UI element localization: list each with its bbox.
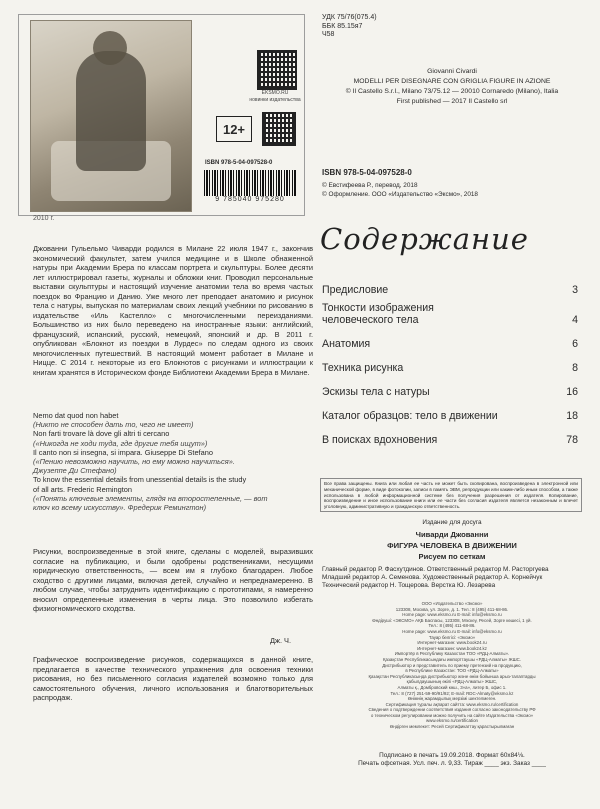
imprint-staff — [322, 566, 584, 591]
translation-copyright: © Евстифеева Р., перевод, 2018 — [322, 182, 418, 189]
publisher-line: Импортёр в Республику Казахстан ТОО «РДЦ-Алматы». — [394, 651, 510, 657]
publisher-line: Өнімнің жарамдылық мерзімі шектелмеген. — [407, 696, 497, 702]
toc-label: Предисловие — [322, 284, 389, 296]
site-sublabel: новинки издательства — [249, 97, 301, 103]
publisher-line: о техническом регулировании можно получить на сайте Издательства «Эксмо» — [370, 712, 534, 718]
toc-item[interactable] — [322, 266, 578, 296]
print-line: Печать офсетная. Усл. печ. л. 9,33. Тираж ____ экз. Заказ ____ — [358, 760, 546, 768]
author-photo — [30, 20, 192, 212]
quote-translation: Джузеппе Ди Стефано) — [33, 466, 117, 476]
quote-translation: («Понять ключевые элементы, глядя на второстепенные, — вот — [33, 493, 268, 503]
toc-page: 4 — [572, 314, 578, 326]
toc-label: В поисках вдохновения — [322, 434, 438, 446]
quote-line: Non farti trovare là dove gli altri ti cercano — [33, 429, 170, 439]
publisher-line: Тел.: 8 (495) 411-68-86. — [428, 623, 476, 629]
epigraphs — [33, 411, 313, 512]
publisher-line: Интернет-магазин: www.book24.ru — [417, 640, 487, 646]
publisher-line: Алматы қ., Домбровский көш., 3«а», литер Б, офис 1. — [397, 684, 507, 690]
quote-translation: («Никогда не ходи туда, где другие тебя ищут») — [33, 438, 208, 448]
barcode-isbn-label: ISBN 978-5-04-097528-0 — [205, 160, 273, 166]
toc-label: Анатомия — [322, 338, 371, 350]
rights-notice: Все права защищены. Книга или любая ее часть не может быть скопирована, воспроизведена в электронной или механической форме, в виде фотокопии, записи в память ЭВМ, репродукции или каким-либо иным способом, а также использована в любой информационной системе без получения разрешения от издателя. Копирование, воспроизведение и иное использование книги или ее части без согласия издателя является незаконным и влечет уголовную, административную и гражданскую ответственность. — [320, 478, 582, 512]
toc-label: Эскизы тела с натуры — [322, 386, 430, 398]
quote-line: Nemo dat quod non habet — [33, 411, 119, 420]
contents-title: Содержание — [320, 222, 529, 256]
head-shape — [93, 31, 127, 65]
toc-page: 16 — [566, 386, 578, 398]
publisher-line: Қазақстан Республикасында дистрибьютор және өнім бойынша арыз-талаптарды — [368, 673, 536, 679]
toc-label: Тонкости изображения человеческого тела — [322, 302, 434, 326]
publisher-line: Қазақстан Республикасындағы импорттаушы «РДЦ-Алматы» ЖШС. — [382, 656, 522, 662]
toc-label: Техника рисунка — [322, 362, 404, 374]
toc-label: Каталог образцов: тело в движении — [322, 410, 498, 422]
publisher-line: Дистрибьютор и представитель по приему претензий на продукцию, — [382, 662, 522, 668]
original-title: MODELLI PER DISEGNARE CON GRIGLIA FIGURE IN AZIONE — [353, 78, 551, 85]
toc-item[interactable] — [322, 350, 578, 374]
original-published: First published — 2017 Il Castello srl — [396, 98, 508, 105]
toc-item[interactable] — [322, 422, 578, 446]
staff-line: Младший редактор А. Семенова. Художественный редактор А. Корнейчук — [322, 574, 543, 582]
publisher-line: Өндірген мемлекет: Ресей Сертификаттау қарастырылмаған — [389, 724, 515, 730]
toc-page: 3 — [572, 284, 578, 296]
author-bio: Джованни Гульельмо Чиварди родился в Милане 22 июля 1947 г., закончив экономический факультет, затем учился медицине и в Школе обнаженной натуры при Академии Брера по классам портрета и скульптуры. Более десяти лет иллюстрировал газеты, журналы и обложки книг. Проводил персональные выставки скульптуры и настоящий изучение анатомии тела во время частых поездок во Францию и Данию. Уже много лет преподает анатомию и рисунок тела с натуры, выпуская по материалам своих лекций учебники по рисованию в издательстве «Иль Кастелло» с многочисленными переизданиями. Большинство из них было переведено на иностранные языки: английский, французский, испанский, русский, немецкий, японский и др. В 2011 г. опубликован «Блокнот из поездки в Лурдес» по следам одного из своих многочисленных путешествий. В настоящий момент работает в Милане и Ницце. С 2014 г. некоторые из его Блокнотов с рисунками и иллюстрации к книгам хранятся в Историческом фонде Библиотеки Академии Брера в Милане. — [33, 244, 313, 377]
publisher-line: Тел.: 8 (727) 251-59-90/91/92; E-mail: RDC-Almaty@eksmo.kz — [390, 690, 514, 696]
staff-line: Главный редактор Р. Фасхутдинов. Ответственный редактор М. Расторгуева — [322, 566, 549, 573]
publisher-line: в Республике Казахстан: ТОО «РДЦ-Алматы» — [405, 668, 499, 674]
publisher-line: Home page: www.eksmo.ru E-mail: info@eksmo.ru — [402, 628, 502, 634]
toc-item[interactable] — [322, 374, 578, 398]
original-edition — [322, 67, 582, 107]
publisher-line: Интернет-магазин: www.book24.kz — [417, 645, 487, 651]
models-note: Рисунки, воспроизведенные в этой книге, сделаны с моделей, выразивших согласие на публикацию, и были одобрены родственниками, несущими юридическую ответственность, — всем им я глубоко благодарен. Любое сходство с другими лицами, включая детей, случайно и непреднамеренно. В любом случае, чтобы затруднить идентификацию с прототипами, я намеренно вносил определенные изменения в черты лица. Это позволило избегать физиогномического сходства. — [33, 547, 313, 613]
publisher-line: Тауар белгісі: «Эксмо» — [428, 634, 476, 640]
toc-page: 18 — [566, 410, 578, 422]
qr-code-small-icon — [262, 112, 296, 146]
toc-page: 8 — [572, 362, 578, 374]
quote-translation: ключ ко всему искусству». Фредерик Ремингтон) — [33, 503, 207, 513]
quote-translation: («Пению невозможно научить, но ему можно научиться». — [33, 457, 235, 467]
copyrights — [322, 181, 478, 199]
publisher-line: Сертификация туралы ақпарат сайтта: www.eksmo.ru/certification — [385, 701, 519, 707]
toc-page: 78 — [566, 434, 578, 446]
quote-translation: (Никто не способен дать то, чего не имеет) — [33, 420, 194, 430]
bbk-code: ББК 85.15я7 — [322, 22, 363, 30]
publisher-line: www.eksmo.ru/certification — [426, 718, 478, 724]
publisher-line: ООО «Издательство «Эксмо» — [421, 601, 483, 606]
original-author: Giovanni Civardi — [427, 68, 477, 75]
qr-code-icon — [257, 50, 297, 90]
original-copyright: © Il Castello S.r.l., Milano 73/75.12 — 20010 Cornaredo (Milano), Italia — [345, 88, 559, 95]
site-label: EKSMO.RU — [261, 90, 289, 96]
staff-line: Технический редактор Н. Тощерова. Верстка Ю. Лезарева — [322, 582, 496, 590]
barcode-icon — [204, 170, 296, 196]
age-rating-badge: 12+ — [216, 116, 252, 142]
toc-item[interactable] — [322, 398, 578, 422]
imprint-author: Чиварди Джованни — [415, 530, 489, 539]
quote-line: Il canto non si insegna, si impara. Giuseppe Di Stefano — [33, 447, 213, 457]
quote-line: To know the essential details from unessential details is the study — [33, 475, 247, 485]
author-initials: Дж. Ч. — [270, 636, 292, 645]
quote-line: of all arts. Frederic Remington — [33, 484, 132, 494]
isbn: ISBN 978-5-04-097528-0 — [322, 168, 412, 177]
imprint-title: ФИГУРА ЧЕЛОВЕКА В ДВИЖЕНИИ — [387, 541, 517, 550]
publisher-line: қабылдаушының өкілі «РДЦ-Алматы» ЖШС, — [406, 679, 498, 685]
signed-line: Подписано в печать 19.09.2018. Формат 60x84⅛. — [379, 752, 525, 759]
publisher-info — [322, 601, 582, 730]
barcode-number: 9 785040 975280 — [215, 196, 285, 203]
photo-caption: 2010 г. — [33, 215, 55, 222]
publisher-line: 123308, Москва, ул. Зорге, д. 1. Тел.: 8 (495) 411-68-86. — [395, 606, 509, 612]
publisher-line: Home page: www.eksmo.ru E-mail: info@eksmo.ru — [402, 612, 502, 618]
publisher-line: Сведения о подтверждении соответствия издания согласно законодательству РФ — [368, 707, 536, 713]
toc-item[interactable] — [322, 296, 578, 326]
print-details — [322, 752, 582, 769]
author-mark: Ч58 — [322, 31, 335, 38]
reproduction-note: Графическое воспроизведение рисунков, содержащихся в данной книге, предлагается в качестве технического упражнения для освоения техники рисования, но без письменного согласия издателей возможно только для самостоятельного обучения, личного использования и благотворительных распродаж. — [33, 655, 313, 702]
toc-item[interactable] — [322, 326, 578, 350]
classification-codes — [322, 14, 377, 40]
publisher-line: Өндіруші: «ЭКСМО» АҚБ Баспасы, 123308, Мәскеу, Ресей, Зорге көшесі, 1 үй. — [372, 617, 532, 623]
imprint-subtitle: Рисуем по сеткам — [418, 552, 486, 561]
design-copyright: © Оформление. ООО «Издательство «Эксмо», 2018 — [322, 191, 478, 198]
figure-shape — [76, 51, 146, 171]
table-of-contents — [322, 266, 578, 446]
udc-code: УДК 75/76(075.4) — [322, 14, 377, 21]
imprint-genre: Издание для досуга — [422, 519, 482, 526]
toc-page: 6 — [572, 338, 578, 350]
